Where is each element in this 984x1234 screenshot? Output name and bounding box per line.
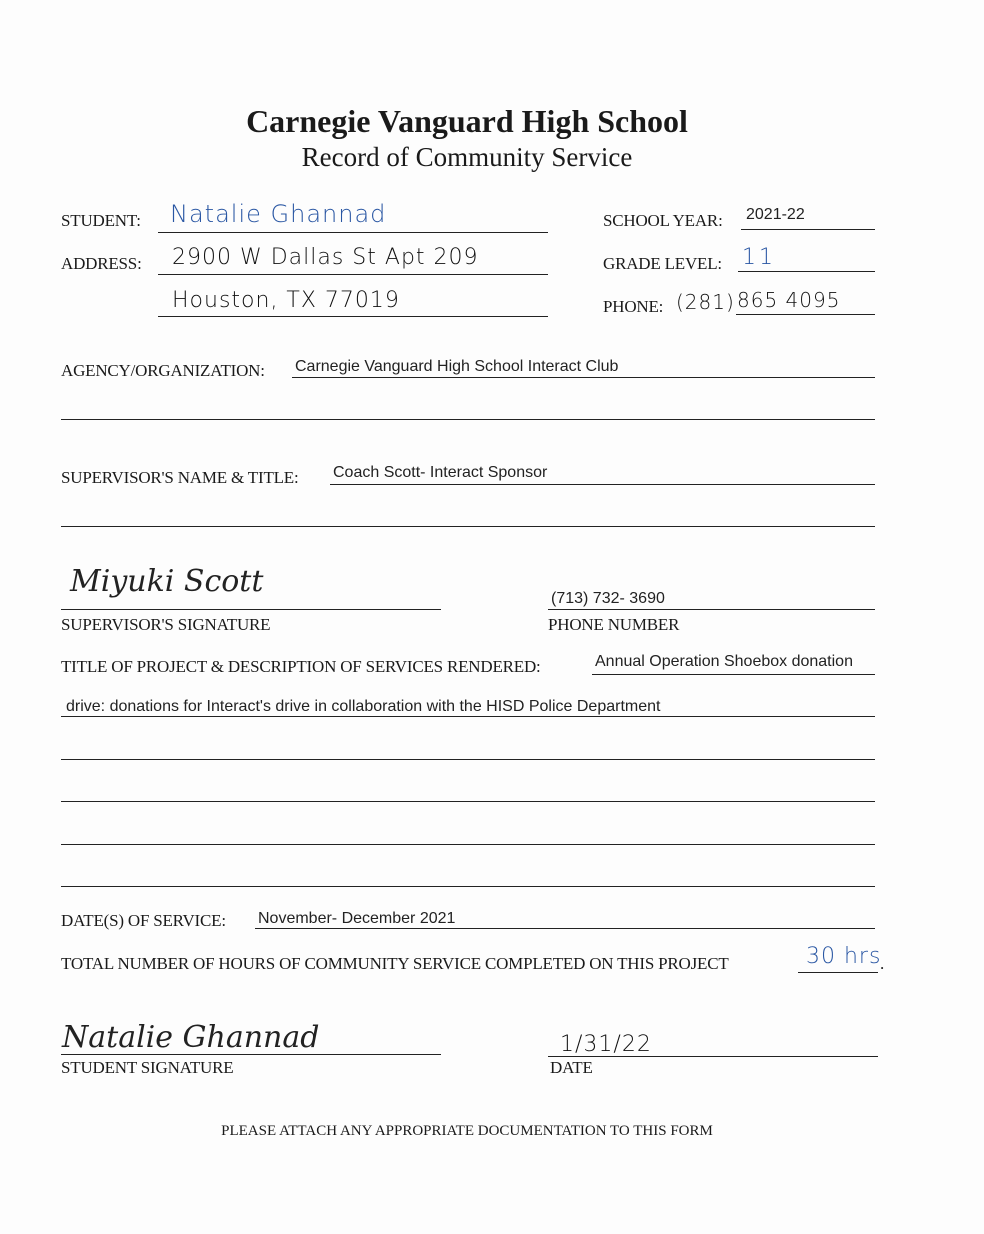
project-value-line2[interactable]: drive: donations for Interact's drive in collaboration with the HISD Police Department xyxy=(66,698,661,715)
agency-value[interactable]: Carnegie Vanguard High School Interact Club xyxy=(295,358,619,375)
agency-line xyxy=(292,377,875,378)
supervisor-signature-label: SUPERVISOR'S SIGNATURE xyxy=(61,615,271,634)
address-line1-value[interactable]: 2900 W Dallas St Apt 209 xyxy=(172,245,479,270)
phone-number-value[interactable]: 865 4095 xyxy=(737,288,841,312)
date-value[interactable]: 1/31/22 xyxy=(560,1032,652,1057)
date-line xyxy=(548,1056,878,1057)
agency-line-2 xyxy=(61,419,875,420)
supervisor-phone-value[interactable]: (713) 732- 3690 xyxy=(551,590,665,607)
project-line-5 xyxy=(61,844,875,845)
student-signature-label: STUDENT SIGNATURE xyxy=(61,1058,234,1077)
grade-level-label: GRADE LEVEL: xyxy=(603,254,722,273)
supervisor-line-2 xyxy=(61,526,875,527)
date-label: DATE xyxy=(550,1058,593,1077)
supervisor-label: SUPERVISOR'S NAME & TITLE: xyxy=(61,468,299,487)
dates-of-service-value[interactable]: November- December 2021 xyxy=(258,910,456,927)
total-hours-value[interactable]: 30 hrs xyxy=(806,944,882,969)
school-year-value[interactable]: 2021-22 xyxy=(746,206,805,223)
total-hours-line xyxy=(798,972,878,973)
student-line xyxy=(158,232,548,233)
phone-area-code[interactable]: (281) xyxy=(676,290,735,314)
agency-label: AGENCY/ORGANIZATION: xyxy=(61,361,265,380)
student-signature-line xyxy=(61,1054,441,1055)
supervisor-signature-value[interactable]: Miyuki Scott xyxy=(70,564,264,599)
project-line-3 xyxy=(61,759,875,760)
project-line-4 xyxy=(61,801,875,802)
supervisor-phone-line xyxy=(548,609,875,610)
form-title: Record of Community Service xyxy=(301,142,633,172)
supervisor-signature-line xyxy=(61,609,441,610)
grade-level-line xyxy=(738,271,875,272)
student-label: STUDENT: xyxy=(61,211,141,230)
supervisor-line xyxy=(330,484,875,485)
phone-line xyxy=(736,314,875,315)
grade-level-value[interactable]: 11 xyxy=(742,245,776,270)
address-line1 xyxy=(158,274,548,275)
dates-of-service-line xyxy=(255,928,875,929)
dates-of-service-label: DATE(S) OF SERVICE: xyxy=(61,911,226,930)
school-year-line xyxy=(741,229,875,230)
project-label: TITLE OF PROJECT & DESCRIPTION OF SERVICES RENDERED: xyxy=(61,657,541,676)
project-value-line1[interactable]: Annual Operation Shoebox donation xyxy=(595,653,853,670)
phone-label: PHONE: xyxy=(603,297,664,316)
school-name: Carnegie Vanguard High School xyxy=(246,103,688,139)
address-line2 xyxy=(158,316,548,317)
total-hours-period: . xyxy=(880,954,885,973)
student-signature-value[interactable]: Natalie Ghannad xyxy=(62,1020,320,1055)
school-year-label: SCHOOL YEAR: xyxy=(603,211,723,230)
total-hours-label: TOTAL NUMBER OF HOURS OF COMMUNITY SERVICE COMPLETED ON THIS PROJECT xyxy=(61,954,729,973)
supervisor-value[interactable]: Coach Scott- Interact Sponsor xyxy=(333,464,548,481)
student-name-value[interactable]: Natalie Ghannad xyxy=(170,200,387,228)
project-line-2 xyxy=(61,716,875,717)
address-line2-value[interactable]: Houston, TX 77019 xyxy=(172,288,400,313)
project-line-1 xyxy=(592,674,875,675)
address-label: ADDRESS: xyxy=(61,254,142,273)
footer-note: PLEASE ATTACH ANY APPROPRIATE DOCUMENTATION TO THIS FORM xyxy=(221,1123,713,1139)
project-line-6 xyxy=(61,886,875,887)
supervisor-phone-label: PHONE NUMBER xyxy=(548,615,680,634)
